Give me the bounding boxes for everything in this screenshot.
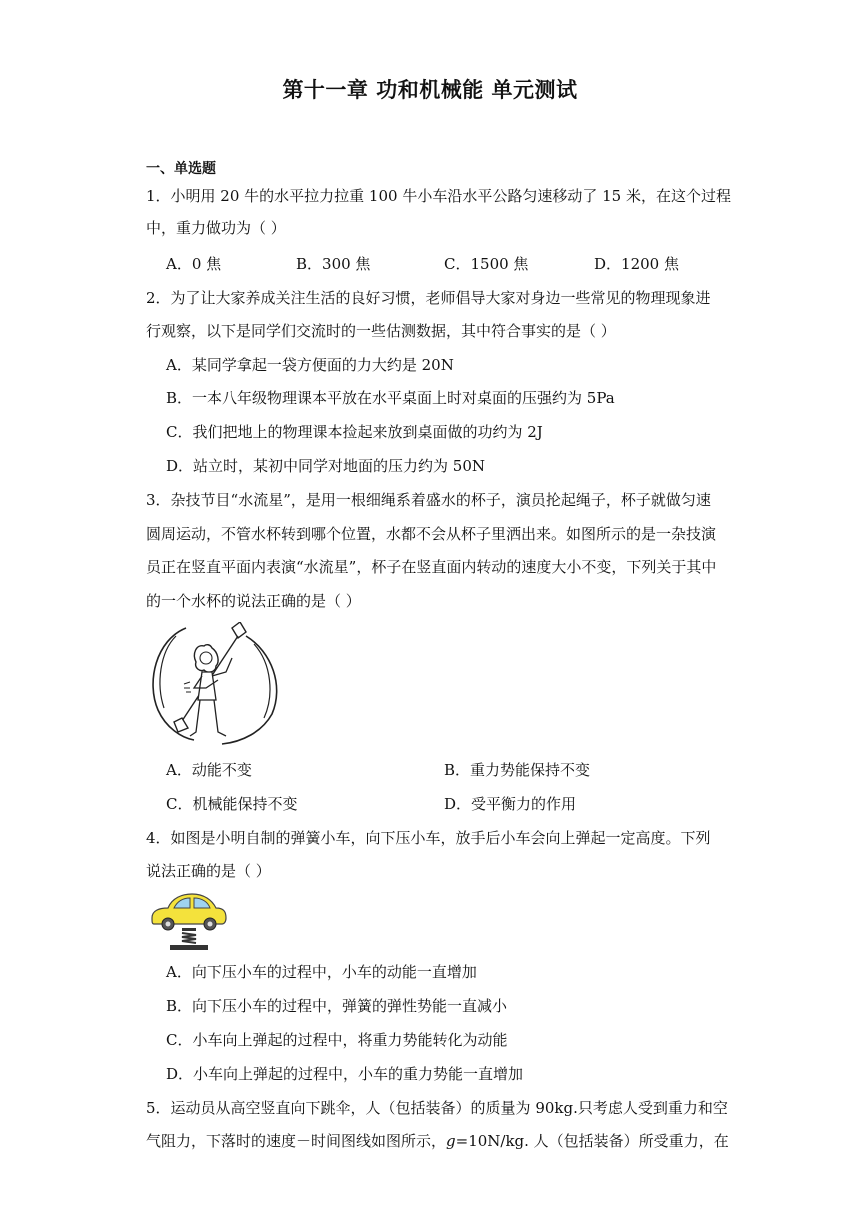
q4-option-b: B．向下压小车的过程中，弹簧的弹性势能一直减小	[166, 997, 508, 1015]
q1-option-d: D．1200 焦	[594, 255, 679, 273]
section-heading: 一、单选题	[146, 161, 216, 177]
q2-option-a: A．某同学拿起一袋方便面的力大约是 20N	[166, 356, 454, 374]
q3-option-c: C．机械能保持不变	[166, 795, 298, 813]
q4-option-d: D．小车向上弹起的过程中，小车的重力势能一直增加	[166, 1065, 524, 1083]
q4-stem-line-2: 说法正确的是（ ）	[146, 862, 271, 880]
q2-option-d: D．站立时，某初中同学对地面的压力约为 50N	[166, 457, 486, 475]
q5-stem-text-rest: =10N/kg. 人（包括装备）所受重力，在	[455, 1132, 729, 1150]
q2-stem-line-1: 2．为了让大家养成关注生活的良好习惯，老师倡导大家对身边一些常见的物理现象进	[146, 289, 711, 307]
q5-gravity-symbol: g	[446, 1132, 456, 1150]
q4-option-a: A．向下压小车的过程中，小车的动能一直增加	[166, 963, 477, 981]
q2-stem-line-2: 行观察，以下是同学们交流时的一些估测数据，其中符合事实的是（ ）	[146, 322, 616, 340]
q4-option-c: C．小车向上弹起的过程中，将重力势能转化为动能	[166, 1031, 508, 1049]
q3-stem-line-1: 3．杂技节目“水流星”，是用一根细绳系着盛水的杯子，演员抡起绳子，杯子就做匀速	[146, 491, 711, 509]
q1-stem-line-1: 1．小明用 20 牛的水平拉力拉重 100 牛小车沿水平公路匀速移动了 15 米，在这个过程	[146, 187, 731, 205]
q3-option-d: D．受平衡力的作用	[444, 795, 577, 813]
water-meteor-illustration	[146, 622, 286, 746]
spring-car-illustration	[146, 890, 230, 952]
q3-option-a: A．动能不变	[166, 761, 252, 779]
q1-option-a: A．0 焦	[166, 255, 222, 273]
q3-option-b: B．重力势能保持不变	[444, 761, 591, 779]
q4-stem-line-1: 4．如图是小明自制的弹簧小车，向下压小车，放手后小车会向上弹起一定高度。下列	[146, 829, 711, 847]
q3-stem-line-3: 员正在竖直平面内表演“水流星”，杯子在竖直面内转动的速度大小不变，下列关于其中	[146, 558, 717, 576]
q1-stem-line-2: 中，重力做功为（ ）	[146, 219, 286, 237]
q2-option-b: B．一本八年级物理课本平放在水平桌面上时对桌面的压强约为 5Pa	[166, 389, 615, 407]
q2-option-c: C．我们把地上的物理课本捡起来放到桌面做的功约为 2J	[166, 423, 543, 441]
q3-stem-line-4: 的一个水杯的说法正确的是（ ）	[146, 592, 361, 610]
page-title: 第十一章 功和机械能 单元测试	[282, 78, 578, 102]
q5-stem-line-1: 5．运动员从高空竖直向下跳伞，人（包括装备）的质量为 90kg.只考虑人受到重力和空	[146, 1099, 728, 1117]
q5-stem-text: 气阻力，下落时的速度－时间图线如图所示，	[146, 1132, 447, 1150]
q1-option-b: B．300 焦	[296, 255, 371, 273]
q5-stem-line-2	[146, 1131, 729, 1151]
q3-stem-line-2: 圆周运动，不管水杯转到哪个位置，水都不会从杯子里洒出来。如图所示的是一杂技演	[146, 525, 717, 543]
q1-option-c: C．1500 焦	[444, 255, 529, 273]
